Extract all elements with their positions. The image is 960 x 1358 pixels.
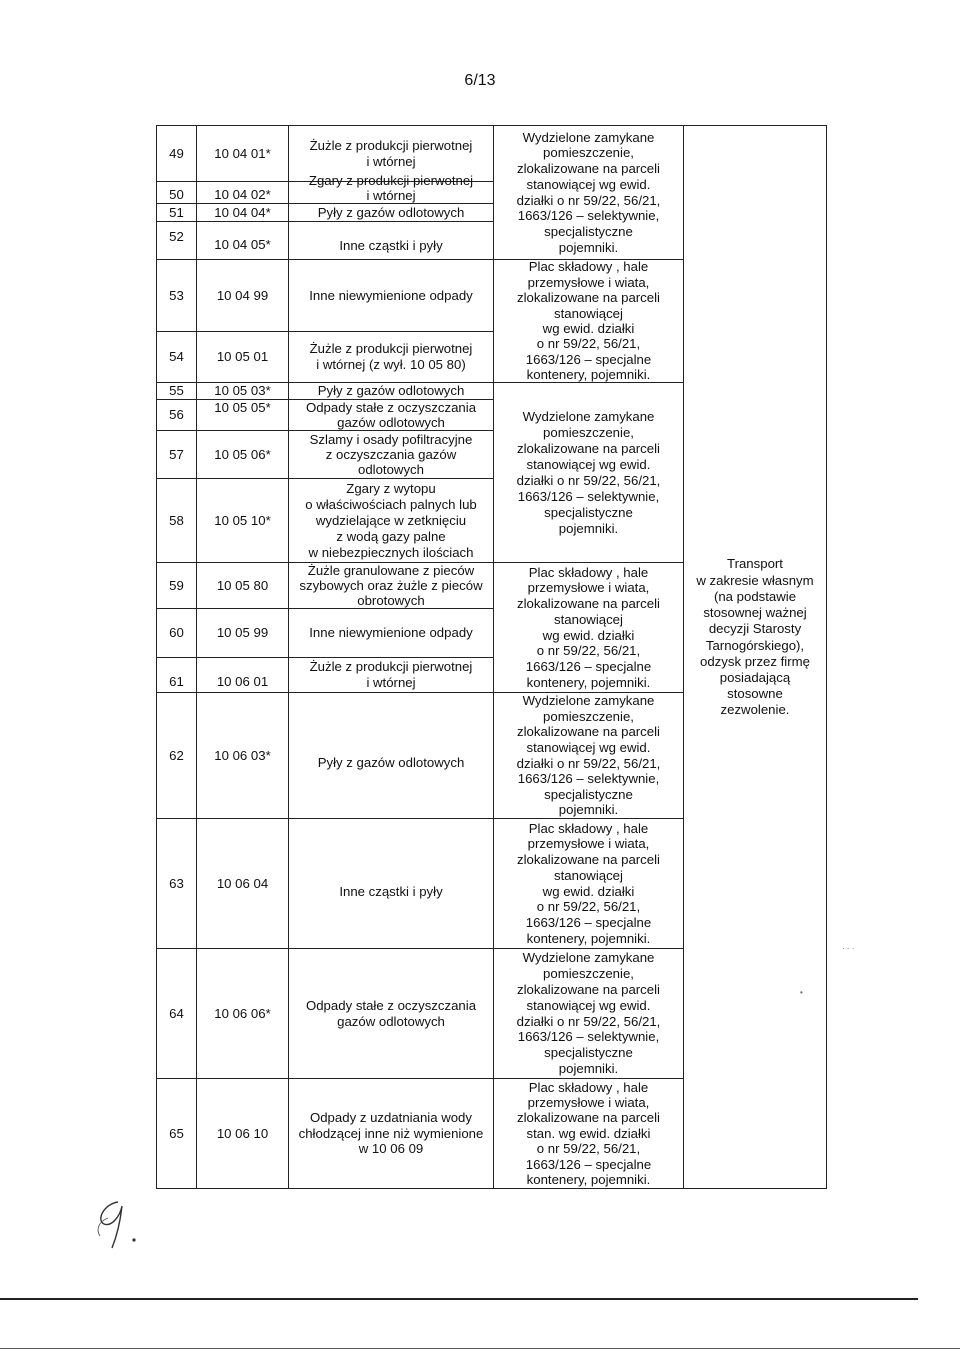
waste-name: Żużle granulowane z pieców szybowych oraz żużle z pieców obrotowych — [299, 563, 483, 608]
scan-speck: · · · — [842, 944, 855, 953]
table-border-bottom — [156, 1188, 827, 1189]
row-number: 57 — [169, 446, 184, 462]
scan-speck: • — [800, 988, 803, 997]
row-number: 54 — [169, 349, 184, 365]
waste-code: 10 04 02* — [214, 187, 271, 203]
storage-description: Wydzielone zamykane pomieszczenie, zlokalizowane na parceli stanowiącej wg ewid. działki o nr 59/22, 56/21, 1663/126 – selektywnie, specjalistyczne pojemniki. — [516, 408, 661, 536]
storage-description: Plac składowy , hale przemysłowe i wiata, zlokalizowane na parceli stanowiącej wg ewid. działki o nr 59/22, 56/21, 1663/126 – specjalne kontenery, pojemniki. — [517, 259, 660, 383]
waste-code: 10 05 99 — [216, 625, 269, 641]
waste-name: Inne niewymienione odpady — [309, 287, 473, 303]
waste-name: Zgary z wytopu o właściwościach palnych lub wydzielające w zetknięciu z wodą gazy palne w niebezpiecznych ilościach — [305, 480, 477, 560]
row-number: 61 — [169, 673, 184, 689]
storage-description: Wydzielone zamykane pomieszczenie, zlokalizowane na parceli stanowiącej wg ewid. działki o nr 59/22, 56/21, 1663/126 – selektywnie, specjalistyczne pojemniki. — [516, 129, 661, 255]
waste-code: 10 05 06* — [214, 446, 271, 462]
row-number: 53 — [169, 287, 184, 303]
storage-description: Wydzielone zamykane pomieszczenie, zlokalizowane na parceli stanowiącej wg ewid. działki o nr 59/22, 56/21, 1663/126 – selektywnie, specjalistyczne pojemniki. — [516, 693, 661, 818]
row-number: 50 — [169, 187, 184, 203]
waste-name: Zgary z produkcji pierwotnej i wtórnej — [308, 173, 474, 203]
waste-name: Inne cząstki i pyły — [339, 883, 443, 899]
waste-code: 10 05 80 — [216, 577, 269, 593]
row-number: 56 — [169, 407, 184, 423]
row-number: 64 — [169, 1005, 184, 1021]
waste-name: Żużle z produkcji pierwotnej i wtórnej (z wył. 10 05 80) — [309, 341, 473, 372]
waste-code: 10 04 05* — [214, 236, 271, 252]
footer-rule-thin — [0, 1348, 960, 1349]
waste-name: Szlamy i osady pofiltracyjne z oczyszczania gazów odlotowych — [309, 431, 473, 478]
waste-code: 10 06 03* — [214, 747, 271, 763]
waste-name: Odpady stałe z oczyszczania gazów odlotowych — [305, 400, 477, 430]
row-number: 59 — [169, 577, 184, 593]
waste-name: Pyły z gazów odlotowych — [317, 204, 465, 220]
waste-name: Pyły z gazów odlotowych — [317, 755, 465, 771]
row-number: 62 — [169, 747, 184, 763]
handwritten-initials-mark — [86, 1194, 156, 1254]
row-separator — [156, 221, 493, 222]
row-number: 60 — [169, 625, 184, 641]
row-number: 55 — [169, 383, 184, 399]
waste-code: 10 05 05* — [214, 400, 271, 416]
waste-name: Pyły z gazów odlotowych — [317, 383, 465, 399]
waste-code: 10 06 04 — [216, 875, 269, 891]
waste-name: Odpady stałe z oczyszczania gazów odlotowych — [305, 997, 477, 1029]
row-number: 51 — [169, 204, 184, 220]
row-number: 58 — [169, 512, 184, 528]
waste-name: Żużle z produkcji pierwotnej i wtórnej — [309, 137, 473, 169]
waste-code: 10 06 01 — [216, 673, 269, 689]
waste-code: 10 06 10 — [216, 1125, 269, 1141]
waste-code: 10 05 10* — [214, 512, 271, 528]
waste-code: 10 04 99 — [216, 287, 269, 303]
waste-code: 10 06 06* — [214, 1005, 271, 1021]
storage-description: Plac składowy , hale przemysłowe i wiata, zlokalizowane na parceli stanowiącej wg ewid. działki o nr 59/22, 56/21, 1663/126 – specjalne kontenery, pojemniki. — [517, 820, 660, 946]
waste-code: 10 05 03* — [214, 383, 271, 399]
waste-name: Inne cząstki i pyły — [339, 237, 443, 253]
storage-description: Plac składowy , hale przemysłowe i wiata, zlokalizowane na parceli stan. wg ewid. działki o nr 59/22, 56/21, 1663/126 – specjalne kontenery, pojemniki. — [517, 1079, 660, 1188]
storage-description: Plac składowy , hale przemysłowe i wiata, zlokalizowane na parceli stanowiącej wg ewid. działki o nr 59/22, 56/21, 1663/126 – specjalne kontenery, pojemniki. — [517, 564, 660, 690]
waste-code: 10 04 01* — [214, 145, 271, 161]
waste-name: Żużle z produkcji pierwotnej i wtórnej — [309, 659, 473, 690]
row-number: 65 — [169, 1125, 184, 1141]
waste-name: Odpady z uzdatniania wody chłodzącej inne niż wymienione w 10 06 09 — [298, 1110, 484, 1157]
row-number: 63 — [169, 875, 184, 891]
row-number: 52 — [169, 229, 184, 245]
transport-description: Transport w zakresie własnym (na podstawie stosownej ważnej decyzji Starosty Tarnogórskiego), odzysk przez firmę posiadającą stosowne zezwolenie. — [696, 556, 814, 718]
table-border-right — [826, 125, 827, 1189]
row-number: 49 — [169, 145, 184, 161]
waste-name: Inne niewymienione odpady — [309, 625, 473, 641]
waste-code: 10 04 04* — [214, 204, 271, 220]
page-number: 6/13 — [464, 72, 496, 89]
footer-rule — [0, 1298, 918, 1300]
waste-code: 10 05 01 — [216, 349, 269, 365]
storage-description: Wydzielone zamykane pomieszczenie, zlokalizowane na parceli stanowiącej wg ewid. działki o nr 59/22, 56/21, 1663/126 – selektywnie, specjalistyczne pojemniki. — [516, 950, 661, 1076]
